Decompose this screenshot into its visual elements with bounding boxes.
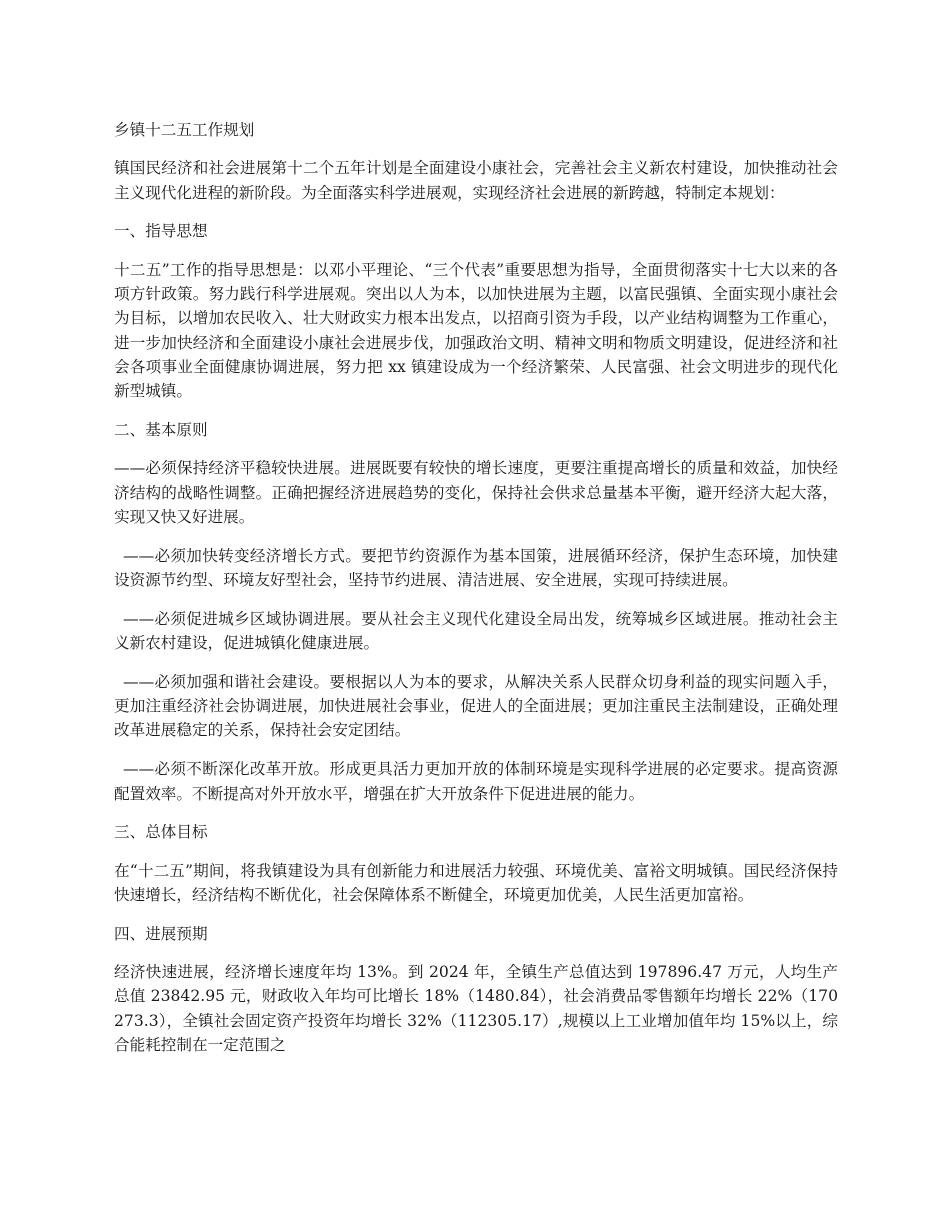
section-heading-development-expectations: 四、进展预期 bbox=[114, 924, 208, 943]
guiding-ideology-paragraph: 十二五”工作的指导思想是：以邓小平理论、“三个代表”重要思想为指导，全面贯彻落实十七大以来的各项方针政策。努力践行科学进展观。突出以人为本，以加快进展为主题，以富民强镇、全面实现小康社会为目标，以增加农民收入、壮大财政实力根本出发点，以招商引资为手段，以产业结构调整为工作重心，进一步加快经济和全面建设小康社会进展步伐，加强政治文明、精神文明和物质文明建设，促进经济和社会各项事业全面健康协调进展，努力把 xx 镇建设成为一个经济繁荣、人民富强、社会文明进步的现代化新型城镇。 bbox=[114, 260, 838, 401]
document-title: 乡镇十二五工作规划 bbox=[114, 121, 255, 139]
intro-paragraph: 镇国民经济和社会进展第十二个五年计划是全面建设小康社会，完善社会主义新农村建设，加快推动社会主义现代化进程的新阶段。为全面落实科学进展观，实现经济社会进展的新跨越，特制定本规划： bbox=[114, 159, 838, 202]
overall-goals-paragraph: 在“十二五”期间，将我镇建设为具有创新能力和进展活力较强、环境优美、富裕文明城镇。国民经济保持快速增长，经济结构不断优化，社会保障体系不断健全，环境更加优美，人民生活更加富裕。 bbox=[114, 861, 838, 904]
principle-paragraph-2: ——必须加快转变经济增长方式。要把节约资源作为基本国策，进展循环经济，保护生态环境，加快建设资源节约型、环境友好型社会，坚持节约进展、清洁进展、安全进展，实现可持续进展。 bbox=[114, 546, 838, 589]
principle-paragraph-5: ——必须不断深化改革开放。形成更具活力更加开放的体制环境是实现科学进展的必定要求。提高资源配置效率。不断提高对外开放水平，增强在扩大开放条件下促进进展的能力。 bbox=[114, 760, 838, 803]
document-page bbox=[114, 118, 838, 1057]
section-heading-guiding-ideology: 一、指导思想 bbox=[114, 222, 208, 241]
principle-paragraph-1: ——必须保持经济平稳较快进展。进展既要有较快的增长速度，更要注重提高增长的质量和效益，加快经济结构的战略性调整。正确把握经济进展趋势的变化，保持社会供求总量基本平衡，避开经济大起大落，实现又快又好进展。 bbox=[114, 459, 838, 526]
development-expectations-paragraph: 经济快速进展，经济增长速度年均 13%。到 2024 年，全镇生产总值达到 197896.47 万元，人均生产总值 23842.95 元，财政收入年均可比增长 18%（1480.84），社会消费品零售额年均增长 22%（170273.3），全镇社会固定资产投资年均增长 32%（112305.17）,规模以上工业增加值年均 15%以上，综合能耗控制在一定范围之 bbox=[114, 963, 838, 1054]
principle-paragraph-3: ——必须促进城乡区域协调进展。要从社会主义现代化建设全局出发，统筹城乡区域进展。推动社会主义新农村建设，促进城镇化健康进展。 bbox=[114, 609, 838, 653]
section-heading-overall-goals: 三、总体目标 bbox=[114, 823, 208, 842]
section-heading-basic-principles: 二、基本原则 bbox=[114, 420, 208, 439]
principle-paragraph-4: ——必须加强和谐社会建设。要根据以人为本的要求，从解决关系人民群众切身利益的现实问题入手，更加注重经济社会协调进展，加快进展社会事业，促进人的全面进展；更加注重民主法制建设，正确处理改革进展稳定的关系，保持社会安定团结。 bbox=[114, 672, 838, 740]
